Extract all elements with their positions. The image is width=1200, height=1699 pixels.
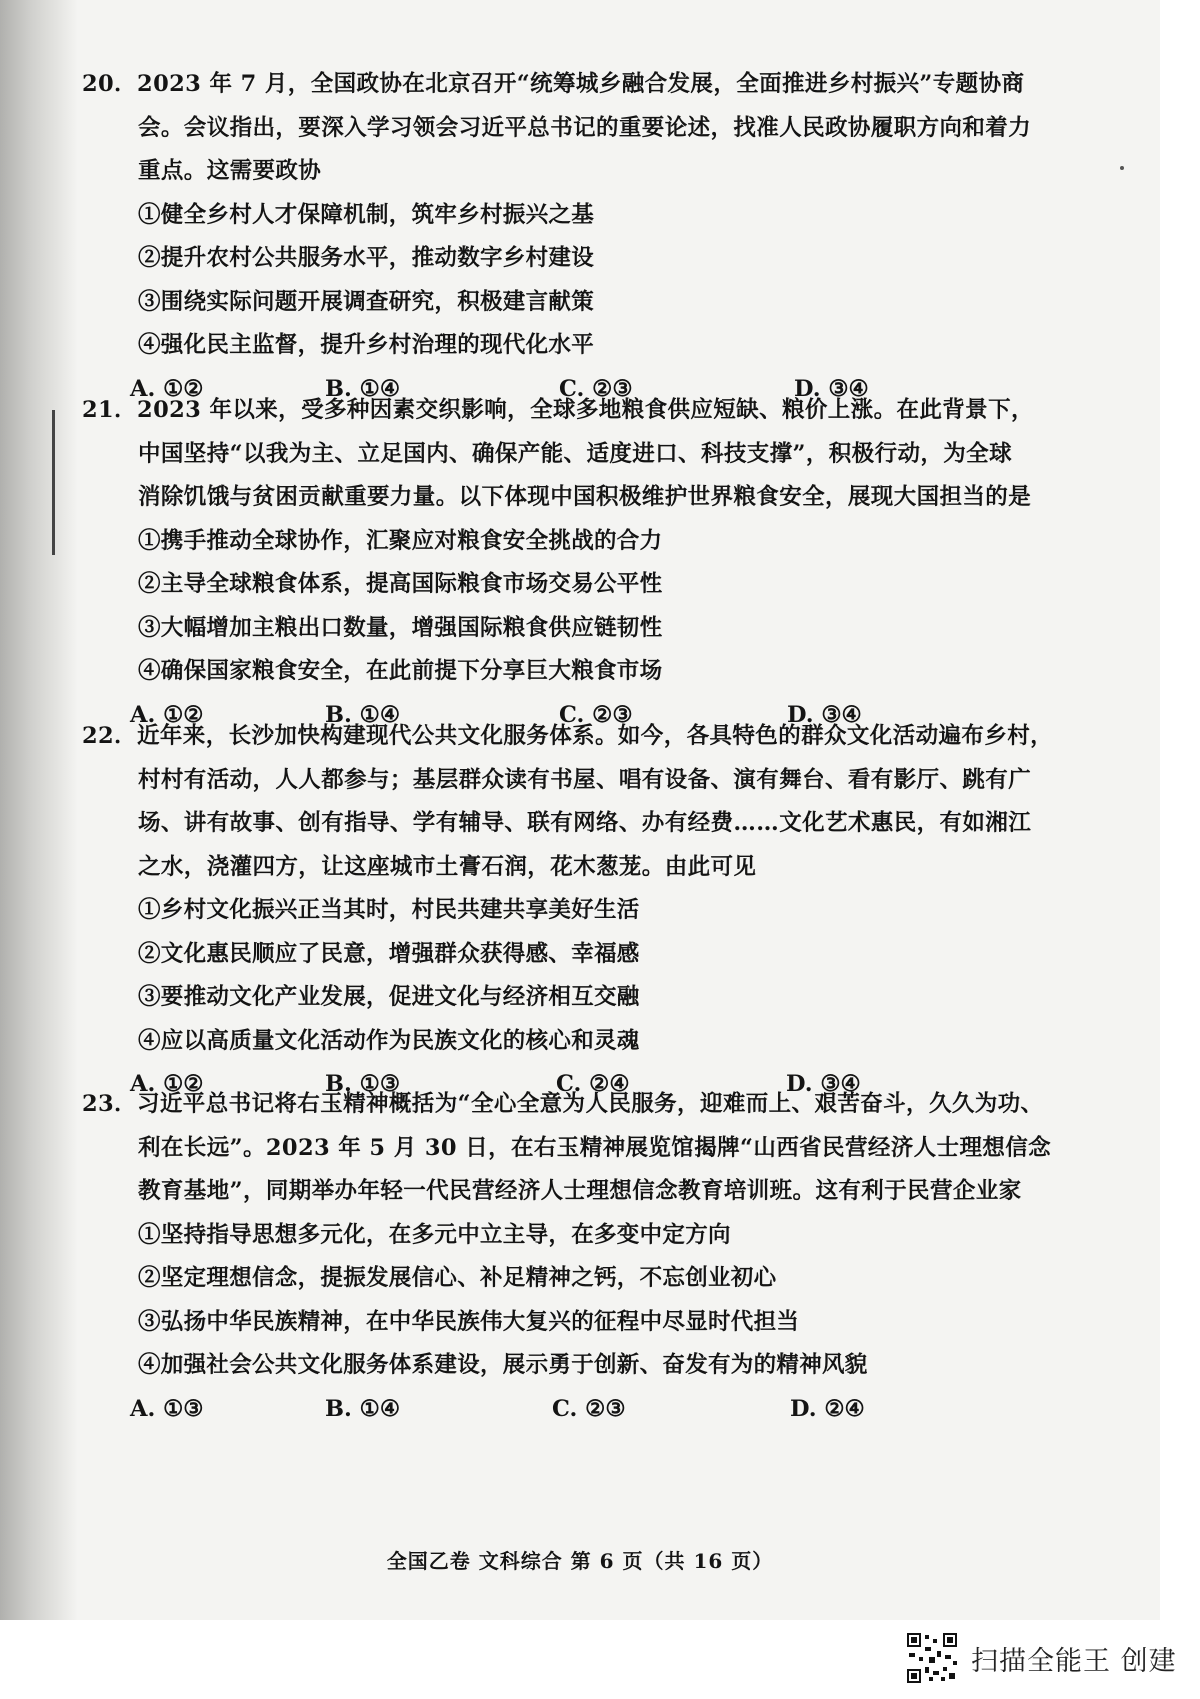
question-22 — [82, 715, 1082, 1107]
statement-3: ③弘扬中华民族精神，在中华民族伟大复兴的征程中尽显时代担当 — [138, 1308, 800, 1335]
stem-line: 20．2023 年 7 月，全国政协在北京召开“统筹城乡融合发展，全面推进乡村振兴”专题协商 — [82, 71, 1025, 97]
margin-mark — [52, 410, 55, 555]
choice-d: D. ②④ — [790, 1395, 865, 1422]
statement-4: ④应以高质量文化活动作为民族文化的核心和灵魂 — [138, 1027, 640, 1054]
statement-2: ②提升农村公共服务水平，推动数字乡村建设 — [138, 245, 595, 271]
statement-4: ④加强社会公共文化服务体系建设，展示勇于创新、奋发有为的精神风貌 — [138, 1352, 868, 1378]
choice-c: C. ②③ — [559, 375, 633, 402]
statement-3: ③要推动文化产业发展，促进文化与经济相互交融 — [138, 984, 640, 1010]
question-stem — [82, 63, 1082, 194]
choice-c: C. ②③ — [552, 1395, 626, 1422]
stem-line: 23．习近平总书记将右玉精神概括为“全心全意为人民服务，迎难而上、艰苦奋斗，久久为功、 — [82, 1091, 1044, 1117]
statement-3: ③围绕实际问题开展调查研究，积极建言献策 — [138, 288, 595, 315]
statement-3: ③大幅增加主粮出口数量，增强国际粮食供应链韧性 — [138, 614, 663, 641]
statement-4: ④确保国家粮食安全，在此前提下分享巨大粮食市场 — [138, 658, 663, 684]
statement-1: ①乡村文化振兴正当其时，村民共建共享美好生活 — [138, 897, 640, 923]
choice-a: A. ①③ — [130, 1395, 204, 1422]
stem-line: 中国坚持“以我为主、立足国内、确保产能、适度进口、科技支撑”，积极行动，为全球 — [138, 440, 1012, 467]
choice-d: D. ③④ — [786, 1071, 861, 1097]
stem-line: 教育基地”，同期举办年轻一代民营经济人士理想信念教育培训班。这有利于民营企业家 — [138, 1178, 1022, 1204]
statement-2: ②主导全球粮食体系，提高国际粮食市场交易公平性 — [138, 571, 663, 597]
stem-line: 重点。这需要政协 — [138, 158, 322, 184]
qr-code-icon — [905, 1631, 959, 1685]
statement-1: ①坚持指导思想多元化，在多元中立主导，在多变中定方向 — [138, 1221, 731, 1248]
stem-line: 之水，浇灌四方，让这座城市土膏石润，花木葱茏。由此可见 — [138, 853, 757, 880]
choice-c: C. ②④ — [556, 1071, 630, 1097]
stem-line: 22．近年来，长沙加快构建现代公共文化服务体系。如今，各具特色的群众文化活动遍布乡村， — [82, 723, 1054, 749]
choice-b: B. ①④ — [325, 1395, 401, 1422]
choice-b: B. ①④ — [325, 375, 401, 402]
scanner-watermark — [905, 1630, 1177, 1686]
binding-shadow — [0, 0, 78, 1620]
stem-line: 21．2023 年以来，受多种因素交织影响，全球多地粮食供应短缺、粮价上涨。在此背景下， — [82, 397, 1034, 423]
question-21 — [82, 389, 1082, 737]
question-stem — [82, 715, 1082, 889]
answer-choices — [82, 1388, 1082, 1432]
watermark-text: 扫描全能王 创建 — [971, 1645, 1177, 1677]
stem-line: 消除饥饿与贫困贡献重要力量。以下体现中国积极维护世界粮食安全，展现大国担当的是 — [138, 484, 1032, 510]
statement-1: ①携手推动全球协作，汇聚应对粮食安全挑战的合力 — [138, 527, 663, 554]
choice-c: C. ②③ — [559, 701, 633, 728]
stem-line: 场、讲有故事、创有指导、学有辅导、联有网络、办有经费……文化艺术惠民，有如湘江 — [138, 810, 1032, 836]
statement-2: ②文化惠民顺应了民意，增强群众获得感、幸福感 — [138, 940, 640, 967]
choice-a: A. ①② — [130, 375, 204, 402]
choice-b: B. ①③ — [325, 1071, 401, 1097]
question-23 — [82, 1083, 1082, 1431]
choice-b: B. ①④ — [325, 701, 401, 728]
choice-d: D. ③④ — [787, 701, 862, 728]
question-stem — [82, 1083, 1082, 1214]
scan-speck — [1120, 166, 1124, 170]
statement-4: ④强化民主监督，提升乡村治理的现代化水平 — [138, 332, 595, 358]
stem-line: 村村有活动，人人都参与；基层群众读有书屋、唱有设备、演有舞台、看有影厅、跳有广 — [138, 766, 1032, 793]
choice-a: A. ①② — [130, 1071, 204, 1097]
choice-a: A. ①② — [130, 701, 204, 728]
question-stem — [82, 389, 1082, 520]
choice-d: D. ③④ — [794, 375, 869, 402]
stem-line: 利在长远”。2023 年 5 月 30 日，在右玉精神展览馆揭牌“山西省民营经济人士理想信念 — [138, 1134, 1052, 1161]
stem-line: 会。会议指出，要深入学习领会习近平总书记的重要论述，找准人民政协履职方向和着力 — [138, 114, 1032, 141]
statement-2: ②坚定理想信念，提振发展信心、补足精神之钙，不忘创业初心 — [138, 1265, 777, 1291]
page-footer: 全国乙卷 文科综合 第 6 页（共 16 页） — [386, 1549, 774, 1573]
statement-1: ①健全乡村人才保障机制，筑牢乡村振兴之基 — [138, 201, 595, 228]
question-20 — [82, 63, 1082, 411]
